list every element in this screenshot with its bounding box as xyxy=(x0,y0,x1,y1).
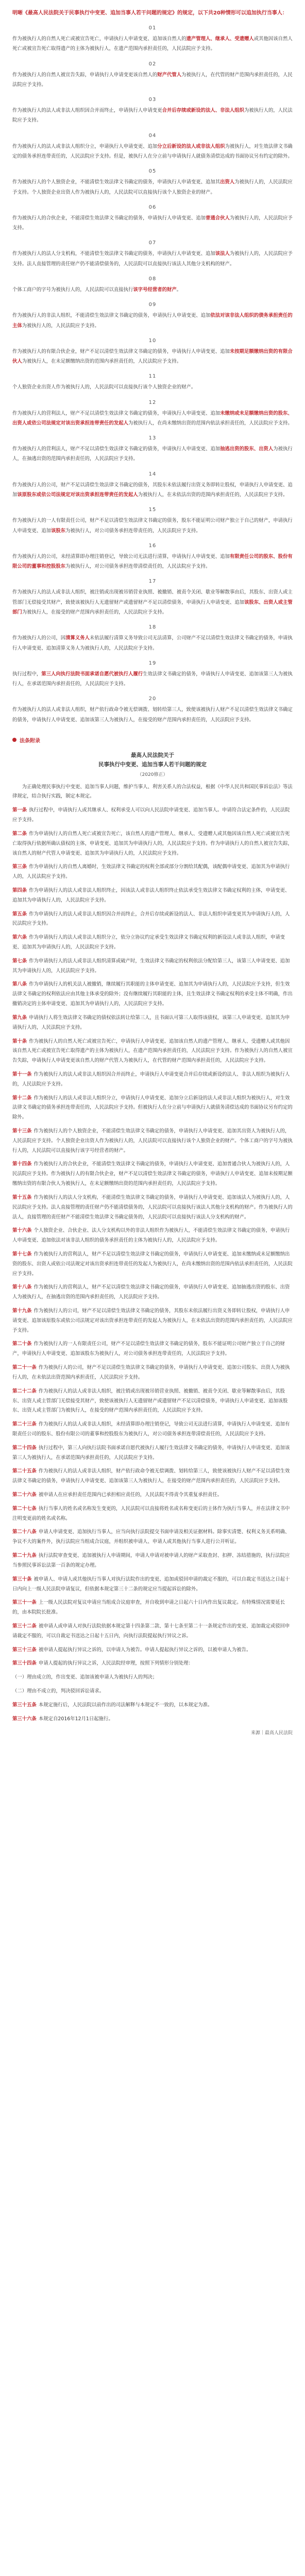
highlight-text: 清算义务人 xyxy=(65,635,90,641)
law-article xyxy=(12,1013,293,1033)
article-text: 作为被执行人的自然人死亡或被宣告死亡，申请执行人申请变更、追加该自然人的遗产管理人、继承人、受遗赠人或其他因该自然人死亡或被宣告死亡取得遗产的主体为被执行人，在遗产范围内承担责任的，人民法院应予支持。作为被执行人的自然人被宣告失踪，申请执行人申请变更该自然人的财产代管人为被执行人，在代管的财产范围内承担责任的，人民法院应予支持。 xyxy=(12,1038,293,1064)
rule-text: 作为被执行人的公司，因清算义务人未依法履行清算义务导致公司无法清算，公司财产不足以清偿生效法律文书确定的债务，申请执行人申请变更、追加清算义务人为被执行人的，人民法院应予支持。 xyxy=(12,635,293,651)
article-text: 申请人申请变更、追加执行当事人，应当向执行法院提交书面申请及相关证据材料。除事实清楚、权利义务关系明确、争议不大的案件外，执行法院应当组成合议庭，并组织被申请人、申请人或其他执行当事人进行公开听证。 xyxy=(12,1529,290,1545)
article-text: 被申请人或申请人对执行法院依据本规定第十四条第二款、第十七条至第二十一条规定作出的变更、追加裁定或驳回申请裁定不服的，可以自裁定书送达之日起十五日内，向执行法院提起执行异议之诉。 xyxy=(12,1623,290,1639)
article-number: 第三条 xyxy=(12,864,27,870)
rule-text: 作为被执行人的个人独资企业，不能清偿生效法律文书确定的债务，申请执行人申请变更、追加其出资人为被执行人的，人民法院应予支持。个人独资企业出资人作为被执行人的，人民法院可以直接执行该个人独资企业的财产。 xyxy=(12,179,293,195)
article-text: 作为被执行人的合伙企业，不能清偿生效法律文书确定的债务，申请执行人申请变更、追加普通合伙人为被执行人的，人民法院应予支持。作为被执行人的有限合伙企业，财产不足以清偿生效法律文书确定的债务，申请执行人申请变更、追加未按期足额缴纳出资的有限合伙人为被执行人，在未足额缴纳出资的范围内承担责任的，人民法院应予支持。 xyxy=(12,1161,293,1187)
highlight-text: 有限责任公司的股东、股份有限公司的董事和控股股东 xyxy=(12,553,293,570)
article-number: 第二条 xyxy=(12,831,27,837)
highlight-text: 遗产管理人、继承人、受遗赠人 xyxy=(186,36,254,42)
rule-number: 09 xyxy=(148,302,157,308)
doc-title-line1: 最高人民法院关于 xyxy=(131,752,174,758)
highlight-text: 分立后新设的法人或非法人组织 xyxy=(157,143,225,149)
law-article xyxy=(12,1701,293,1710)
article-text: 作为申请执行人的法人或非法人组织分立，依分立协议约定承受生效法律文书确定权利的新设法人或非法人组织，申请变更、追加其为申请执行人的，人民法院应予支持。 xyxy=(12,935,285,951)
article-text: （一）理由成立的，作出变更、追加该被申请人为被执行人的判决； xyxy=(12,1674,158,1681)
article-text: 本规定自2016年12月1日起施行。 xyxy=(38,1716,113,1722)
law-article xyxy=(12,806,293,825)
rule-number: 19 xyxy=(148,660,157,666)
article-text: 作为申请执行人的法人或非法人组织终止，因该法人或非法人组织终止依法承受生效法律文书确定权利的主体，申请变更、追加其为申请执行人的，人民法院应予支持。 xyxy=(12,887,290,903)
law-article xyxy=(12,1226,293,1246)
article-number: 第十条 xyxy=(12,1038,27,1044)
article-text: 执行过程中，第三人向执行法院书面承诺自愿代被执行人履行生效法律文书确定的债务，申请执行人申请变更、追加该第三人为被执行人，在承诺范围内承担责任的，人民法院应予支持。 xyxy=(12,1445,290,1461)
article-text: 作为被执行人的公司，财产不足以清偿生效法律文书确定的债务，其股东未依法履行出资义务即转让股权，申请执行人申请变更、追加该原股东或依公司法规定对该出资承担连带责任的发起人为被执行人，在未依法出资的范围内承担责任的，人民法院应予支持。 xyxy=(12,1308,293,1333)
article-text: 作为被执行人的营利法人，财产不足以清偿生效法律文书确定的债务，申请执行人申请变更、追加抽逃出资的股东、出资人为被执行人，在抽逃出资的范围内承担责任的，人民法院应予支持。 xyxy=(12,1284,290,1300)
law-article xyxy=(12,1363,293,1383)
highlight-text: 该原股东或依公司法规定对该出资承担连带责任的发起人 xyxy=(17,492,138,498)
rule-number: 13 xyxy=(148,435,157,442)
article-number: 第二十条 xyxy=(12,1341,32,1347)
article-text: 被申请人、申请人或其他执行当事人对执行法院作出的变更、追加或驳回申请的裁定不服的，可以自裁定书送达之日起十日内向上一级人民法院申请复议，但依据本规定第三十二条的规定应当提起诉讼的除外。 xyxy=(12,1576,290,1592)
law-article xyxy=(12,1598,293,1618)
rule-item xyxy=(12,624,293,653)
law-article xyxy=(12,1687,293,1697)
article-number: 第十三条 xyxy=(12,1128,32,1134)
law-article xyxy=(12,862,293,882)
article-text: 被申请人在应承担责任范围内已承担相应责任的，人民法院不得责令其重复承担责任。 xyxy=(38,1492,223,1498)
article-text: 申请人提起的执行异议之诉，人民法院经审理，按照下列情形分别处理： xyxy=(38,1660,193,1667)
rule-text: 作为被执行人的法人或非法人组织分立，申请执行人申请变更、追加分立后新设的法人或非法人组织为被执行人，对生效法律文书确定的债务承担连带责任的，人民法院应予支持。但是，被执行人在分立前与申请执行人就债务清偿达成的书面协议另有约定的除外。 xyxy=(12,143,293,159)
rule-text: 执行过程中，第三人向执行法院书面承诺自愿代被执行人履行生效法律文书确定的债务，申请执行人申请变更、追加该第三人为被执行人，在承诺范围内承担责任的，人民法院应予支持。 xyxy=(12,671,293,687)
doc-preamble: 为正确处理民事执行中变更、追加当事人问题，维护当事人、利害关系人的合法权益，根据《中华人民共和国民事诉讼法》等法律规定，结合执行实践，制定本规定。 xyxy=(12,784,293,800)
law-article xyxy=(12,1037,293,1066)
rule-text: 个人独资企业出资人作为被执行人的，人民法院可以直接执行该个人独资企业的财产。 xyxy=(12,384,196,391)
rule-item xyxy=(12,276,293,295)
article-text: 执行法院审查变更、追加被执行人申请期间，申请人申请对被申请人的财产采取查封、扣押、冻结措施的，执行法院应当参照民事诉讼法第一百条的规定办理。 xyxy=(12,1553,290,1568)
law-article xyxy=(12,1193,293,1222)
rule-item xyxy=(12,660,293,689)
law-article xyxy=(12,980,293,1009)
rule-number: 18 xyxy=(148,624,157,631)
rule-text: 作为被执行人的法人或非法人组织因合并而终止，申请执行人申请变更合并后存续或新设的法人、非法人组织为被执行人的，人民法院应予支持。 xyxy=(12,108,293,124)
article-text: 作为被执行人的法人分支机构，不能清偿生效法律文书确定的债务，申请执行人申请变更、追加该法人为被执行人的，人民法院应予支持。法人直接管理的责任财产仍不能清偿债务的，人民法院可以直接执行该法人其他分支机构的财产。作为被执行人的法人，直接管理的责任财产不能清偿生效法律文书确定债务的，人民法院可以直接执行该法人分支机构的财产。 xyxy=(12,1194,293,1220)
rule-item xyxy=(12,168,293,197)
law-article xyxy=(12,1283,293,1302)
rule-text: 作为被执行人的法人或非法人组织，财产依行政命令被无偿调拨、划转给第三人，致使该被执行人财产不足以清偿生效法律文书确定的债务，申请执行人申请变更、追加该第三人为被执行人，在接受的财产范围内承担责任的，人民法院应予支持。 xyxy=(12,707,293,723)
article-number: 第二十一条 xyxy=(12,1365,37,1371)
article-text: 作为申请执行人的机关法人被撤销，继续履行其职能的主体申请变更、追加其为申请执行人的，人民法院应予支持，但生效法律文书确定的权利依法应由其他主体承受的除外；没有继续履行其职能的主体，且生效法律文书确定权利的承受主体不明确，作出撤销决定的主体申请变更、追加其为申请执行人的，人民法院应予支持。 xyxy=(12,981,293,1007)
highlight-text: 合并后存续或新设的法人、非法人组织 xyxy=(162,108,245,114)
rule-text: 作为被执行人的一人有限责任公司，财产不足以清偿生效法律文书确定的债务，股东不能证明公司财产独立于自己的财产，申请执行人申请变更、追加该股东为被执行人，对公司债务承担连带责任的，人民法院应予支持。 xyxy=(12,518,293,534)
rule-number: 06 xyxy=(148,204,157,210)
rule-number: 20 xyxy=(148,696,157,702)
doc-title-line2: 民事执行中变更、追加当事人若干问题的规定 xyxy=(98,761,207,768)
law-article xyxy=(12,1387,293,1416)
highlight-text: 出资人 xyxy=(220,179,235,185)
article-number: 第十一条 xyxy=(12,1071,32,1077)
section-bullet-icon xyxy=(12,738,16,742)
rule-item xyxy=(12,696,293,725)
rule-text: 作为被执行人的自然人死亡或被宣告死亡，申请执行人申请变更、追加该自然人的遗产管理人、继承人、受遗赠人或其他因该自然人死亡或被宣告死亡取得遗产的主体为被执行人，在遗产范围内承担责任的，人民法院应予支持。 xyxy=(12,36,293,52)
highlight-text: 该股东 xyxy=(51,528,66,534)
rule-item xyxy=(12,471,293,500)
highlight-text: 财产代管人 xyxy=(157,72,182,78)
rule-number: 15 xyxy=(148,507,157,513)
article-number: 第二十八条 xyxy=(12,1529,37,1535)
article-number: 第一条 xyxy=(12,807,27,814)
article-number: 第十八条 xyxy=(12,1284,32,1291)
law-article xyxy=(12,1444,293,1463)
intro-paragraph xyxy=(12,8,293,18)
law-article xyxy=(12,910,293,929)
rule-item xyxy=(12,302,293,331)
law-article xyxy=(12,1622,293,1641)
section-tag-label: 法条附录 xyxy=(20,738,40,744)
law-article xyxy=(12,1551,293,1571)
article-number: 第三十六条 xyxy=(12,1716,37,1722)
rule-text: 作为被执行人的公司，财产不足以清偿生效法律文书确定的债务，其股东未依法履行出资义务即转让股权，申请执行人申请变更、追加该原股东或依公司法规定对该出资承担连带责任的发起人为被执行人，在未依法出资的范围内承担责任的，人民法院应予支持。 xyxy=(12,482,293,498)
article-number: 第三十二条 xyxy=(12,1623,37,1629)
rule-text: 作为被执行人的法人或非法人组织，被注销或出现被吊销营业执照、被撤销、被责令关闭、歇业等解散事由后，其股东、出资人或主管部门无偿接受其财产，致使该被执行人无遗留财产或遗留财产不足以清偿债务，申请执行人申请变更、追加该股东、出资人或主管部门为被执行人，在接受的财产范围内承担责任的，人民法院应予支持。 xyxy=(12,589,293,615)
rule-item xyxy=(12,240,293,269)
rule-item xyxy=(12,25,293,54)
rule-text: 作为被执行人的合伙企业，不能清偿生效法律文书确定的债务，申请执行人申请变更、追加普通合伙人为被执行人的，人民法院应予支持。 xyxy=(12,215,293,231)
source-credit: 来源｜最高人民法院 xyxy=(250,1731,293,1736)
intro-text: 明晰《最高人民法院关于民事执行中变更、追加当事人若干问题的规定》的规定，以下共20种情形可以追加执行当事人： xyxy=(12,10,287,16)
article-number: 第三十五条 xyxy=(12,1702,37,1708)
article-number: 第三十四条 xyxy=(12,1660,37,1667)
rule-text: 作为被执行人的自然人被宣告失踪，申请执行人申请变更该自然人的财产代管人为被执行人，在代管的财产范围内承担责任的，人民法院应予支持。 xyxy=(12,72,293,88)
law-article xyxy=(12,1127,293,1156)
rule-text: 个体工商户的字号为被执行人的，人民法院可以直接执行该字号经营者的财产。 xyxy=(12,286,182,293)
highlight-text: 第三人向执行法院书面承诺自愿代被执行人履行 xyxy=(41,671,143,677)
article-text: 作为被执行人的公司，财产不足以清偿生效法律文书确定的债务，申请执行人申请变更、追加公司股东、出资人为被执行人的，在未依法出资范围内承担责任，人民法院应予支持。 xyxy=(12,1365,290,1380)
rule-number: 04 xyxy=(148,132,157,139)
article-text: 作为被执行人的法人或非法人组织，被注销或出现被吊销营业执照、被撤销、被责令关闭、歇业等解散事由后，其股东、出资人或主管部门无偿接受其财产，致使该被执行人无遗留财产或遗留财产不足以清偿债务，申请执行人申请变更、追加该股东、出资人或主管部门为被执行人，在接受的财产范围内承担责任的，人民法院应予支持。 xyxy=(12,1388,288,1414)
law-article xyxy=(12,957,293,976)
article-number: 第三十一条 xyxy=(12,1600,37,1606)
article-text: 作为被执行人的个人独资企业，不能清偿生效法律文书确定的债务，申请执行人申请变更、追加其出资人为被执行人的，人民法院应予支持。个人独资企业出资人作为被执行人的，人民法院可以直接执行该个人独资企业的财产。个体工商户的字号为被执行人的，人民法院可以直接执行该字号经营者的财产。 xyxy=(12,1128,293,1154)
article-number: 第九条 xyxy=(12,1014,27,1021)
law-article xyxy=(12,1659,293,1669)
rule-number: 03 xyxy=(148,97,157,103)
article-number: 第十五条 xyxy=(12,1194,32,1200)
article-text: 作为被执行人的营利法人，财产不足以清偿生效法律文书确定的债务，申请执行人申请变更、追加未缴纳或未足额缴纳出资的股东、出资人或依公司法规定对该出资承担连带责任的发起人为被执行人，在尚未缴纳出资的范围内依法承担责任的，人民法院应予支持。 xyxy=(12,1251,293,1277)
highlight-text: 该法人 xyxy=(215,251,230,257)
article-text: 作为申请执行人的自然人死亡或被宣告死亡，该自然人的遗产管理人、继承人、受遗赠人或其他因该自然人死亡或被宣告死亡取得执行依据所确认债权的主体，申请变更、追加其为申请执行人的，人民法院应予支持。作为申请执行人的自然人被宣告失踪，该自然人的财产代管人申请变更、追加其为申请执行人的，人民法院应予支持。 xyxy=(12,831,293,856)
rule-item xyxy=(12,543,293,572)
rule-item xyxy=(12,507,293,536)
rule-item xyxy=(12,400,293,429)
section-tag xyxy=(12,736,293,744)
law-article xyxy=(12,1673,293,1683)
article-number: 第十七条 xyxy=(12,1251,32,1257)
rule-number: 05 xyxy=(148,168,157,175)
rule-text: 作为被执行人的营利法人，财产不足以清偿生效法律文书确定的债务，申请执行人申请变更、追加未缴纳或未足额缴纳出资的股东、出资人或依公司法规定对该出资承担连带责任的发起人为被执行人，在尚未缴纳出资的范围内依法承担责任的，人民法院应予支持。 xyxy=(12,410,293,426)
rule-number: 17 xyxy=(148,579,157,585)
article-text: 作为被执行人的法人或非法人组织，财产依行政命令被无偿调拨、划转给第三人，致使该被执行人财产不足以清偿生效法律文书确定的债务，申请执行人申请变更、追加该第三人为被执行人，在接受的财产范围内承担责任的，人民法院应予支持。 xyxy=(12,1468,290,1484)
law-article xyxy=(12,1070,293,1090)
article-number: 第五条 xyxy=(12,911,27,917)
articles-list xyxy=(12,806,293,1724)
highlight-text: 抽逃出资的股东、出资人 xyxy=(220,446,274,452)
article-text: 作为申请执行人的法人或非法人组织因合并而终止，合并后存续或新设的法人、非法人组织申请变更其为申请执行人的，人民法院应予支持。 xyxy=(12,911,290,927)
article-number: 第十六条 xyxy=(12,1228,32,1234)
article-number: 第二十三条 xyxy=(12,1421,37,1428)
article-text: 执行过程中，申请执行人或其继承人、权利承受人可以向人民法院申请变更、追加当事人。申请符合法定条件的，人民法院应予支持。 xyxy=(12,807,290,823)
article-text: 作为被执行人的法人或非法人组织因合并而终止，申请执行人申请变更合并后存续或新设的法人、非法人组织为被执行人的，人民法院应予支持。 xyxy=(12,1071,290,1087)
article-text: 申请执行人将生效法律文书确定的债权依法转让给第三人，且书面认可第三人取得该债权，该第三人申请变更、追加其为申请执行人的，人民法院应予支持。 xyxy=(12,1014,290,1030)
highlight-text: 该股东、出资人或主管部门 xyxy=(12,599,293,615)
law-article xyxy=(12,1250,293,1279)
article-text: 作为申请执行人的自然人离婚时，生效法律文书确定的权利全部或部分分割给其配偶，该配偶申请变更、追加其为申请执行人的，人民法院应予支持。 xyxy=(12,864,290,880)
rule-text: 作为被执行人的营利法人，财产不足以清偿生效法律文书确定的债务，申请执行人申请变更、追加抽逃出资的股东、出资人为被执行人，在抽逃出资的范围内承担责任的，人民法院应予支持。 xyxy=(12,446,293,462)
rule-item xyxy=(12,435,293,464)
law-article xyxy=(12,1307,293,1335)
rule-item xyxy=(12,338,293,367)
article-text: 作为申请执行人的法人或非法人组织清算或破产时，生效法律文书确定的权利依法分配给第三人，该第三人申请变更、追加其为申请执行人的，人民法院应予支持。 xyxy=(12,958,290,974)
rule-number: 16 xyxy=(148,543,157,549)
rule-number: 11 xyxy=(148,374,157,380)
article-number: 第三十条 xyxy=(12,1576,32,1582)
article-number: 第二十四条 xyxy=(12,1445,37,1451)
highlight-text: 未缴纳或未足额缴纳出资的股东、出资人或依公司法规定对该出资承担连带责任的发起人 xyxy=(12,410,293,426)
article-number: 第二十七条 xyxy=(12,1505,37,1512)
law-article xyxy=(12,1575,293,1595)
rule-text: 作为被执行人的法人分支机构，不能清偿生效法律文书确定的债务，申请执行人申请变更、追加该法人为被执行人的，人民法院应予支持。法人直接管理的责任财产仍不能清偿债务的，人民法院可以直接执行该法人其他分支机构的财产。 xyxy=(12,251,293,267)
law-article xyxy=(12,886,293,906)
rule-number: 14 xyxy=(148,471,157,477)
article-number: 第十二条 xyxy=(12,1095,32,1101)
article-number: 第二十九条 xyxy=(12,1553,37,1559)
rule-number: 10 xyxy=(148,337,157,344)
article-text: （二）理由不成立的，判决驳回诉讼请求。 xyxy=(12,1688,105,1694)
rule-number: 02 xyxy=(148,61,157,67)
rule-text: 作为被执行人的非法人组织，不能清偿生效法律文书确定的债务，申请执行人申请变更、追加依法对该非法人组织的债务承担责任的主体为被执行人的，人民法院应予支持。 xyxy=(12,313,293,329)
rule-number: 08 xyxy=(148,276,157,282)
article-number: 第六条 xyxy=(12,935,27,941)
article-text: 个人独资企业、合伙企业、法人分支机构以外的非法人组织作为被执行人，不能清偿生效法律文书确定的债务，申请执行人申请变更、追加依法对该非法人组织的债务承担责任的主体为被执行人的，人民法院应予支持。 xyxy=(12,1228,290,1244)
article-number: 第四条 xyxy=(12,887,27,893)
article-text: 执行当事人的姓名或名称发生变更的，人民法院可以直接将姓名或名称变更后的主体作为执行当事人，并在法律文书中注明变更前的姓名或名称。 xyxy=(12,1505,290,1521)
rule-text: 作为被执行人的有限合伙企业，财产不足以清偿生效法律文书确定的债务，申请执行人申请变更、追加未按期足额缴纳出资的有限合伙人为被执行人，在未足额缴纳出资的范围内承担责任的，人民法院应予支持。 xyxy=(12,348,293,365)
rule-item xyxy=(12,205,293,233)
law-article xyxy=(12,1504,293,1524)
highlight-text: 该字号经营者的财产 xyxy=(133,286,177,293)
highlight-text: 依法对该非法人组织的债务承担责任的主体 xyxy=(12,313,293,329)
doc-subtitle: （2020修正） xyxy=(137,772,168,777)
rule-item xyxy=(12,133,293,162)
law-article xyxy=(12,1528,293,1547)
article-number: 第七条 xyxy=(12,958,27,964)
rule-item xyxy=(12,61,293,90)
article-text: 本规定施行后，人民法院以前作出的司法解释与本规定不一致的，以本规定为准。 xyxy=(38,1702,213,1708)
rule-number: 12 xyxy=(148,399,157,405)
law-article xyxy=(12,1160,293,1189)
rule-item xyxy=(12,579,293,617)
rule-text: 作为被执行人的公司，未经清算即办理注销登记，导致公司无法进行清算，申请执行人申请变更、追加有限责任公司的股东、股份有限公司的董事和控股股东为被执行人，对公司债务承担连带清偿责任的，人民法院应予支持。 xyxy=(12,553,293,570)
law-article xyxy=(12,1420,293,1439)
article-text: 作为被执行人的法人或非法人组织分立，申请执行人申请变更、追加分立后新设的法人或非法人组织为被执行人，对生效法律文书确定的债务承担连带责任的，人民法院应予支持。但被执行人在分立前与申请执行人就债务清偿达成的书面协议另有约定的除外。 xyxy=(12,1095,293,1121)
law-article xyxy=(12,1340,293,1359)
article-number: 第二十六条 xyxy=(12,1492,37,1498)
law-article xyxy=(12,933,293,953)
rule-item xyxy=(12,97,293,126)
law-article xyxy=(12,1490,293,1500)
article-number: 第二十五条 xyxy=(12,1468,37,1475)
items-list xyxy=(12,25,293,725)
article-number: 第十四条 xyxy=(12,1161,32,1167)
article-number: 第八条 xyxy=(12,981,27,988)
rule-number: 07 xyxy=(148,240,157,246)
article-text: 作为被执行人的法人或非法人组织，未经清算即办理注销登记，导致公司无法进行清算，申请执行人申请变更、追加有限责任公司的股东、股份有限公司的董事和控股股东为被执行人，对公司债务承担连带清偿责任的，人民法院应予支持。 xyxy=(12,1421,290,1437)
article-number: 第二十二条 xyxy=(12,1388,37,1394)
law-article xyxy=(12,1646,293,1655)
article-number: 第十九条 xyxy=(12,1308,32,1314)
law-article xyxy=(12,829,293,858)
highlight-text: 未按期足额缴纳出资的有限合伙人 xyxy=(12,348,293,365)
law-article xyxy=(12,1094,293,1123)
article-text: 上一级人民法院对复议申请应当组成合议庭审查，并自收到申请之日起六十日内作出复议裁定。有特殊情况需要延长的，由本院院长批准。 xyxy=(12,1600,285,1616)
article-text: 被申请人提起执行异议之诉的，以申请人为被告。申请人提起执行异议之诉的，以被申请人为被告。 xyxy=(38,1647,251,1653)
law-article xyxy=(12,1715,293,1724)
rule-number: 01 xyxy=(148,25,157,31)
law-article xyxy=(12,1467,293,1486)
article-text: 作为被执行人的一人有限责任公司，财产不足以清偿生效法律文书确定的债务，股东不能证明公司财产独立于自己的财产，申请执行人申请变更、追加该股东为被执行人，对公司债务承担连带责任的，人民法院应予支持。 xyxy=(12,1341,285,1357)
rule-item xyxy=(12,374,293,392)
highlight-text: 普通合伙人 xyxy=(206,215,230,221)
article-number: 第三十三条 xyxy=(12,1647,37,1653)
